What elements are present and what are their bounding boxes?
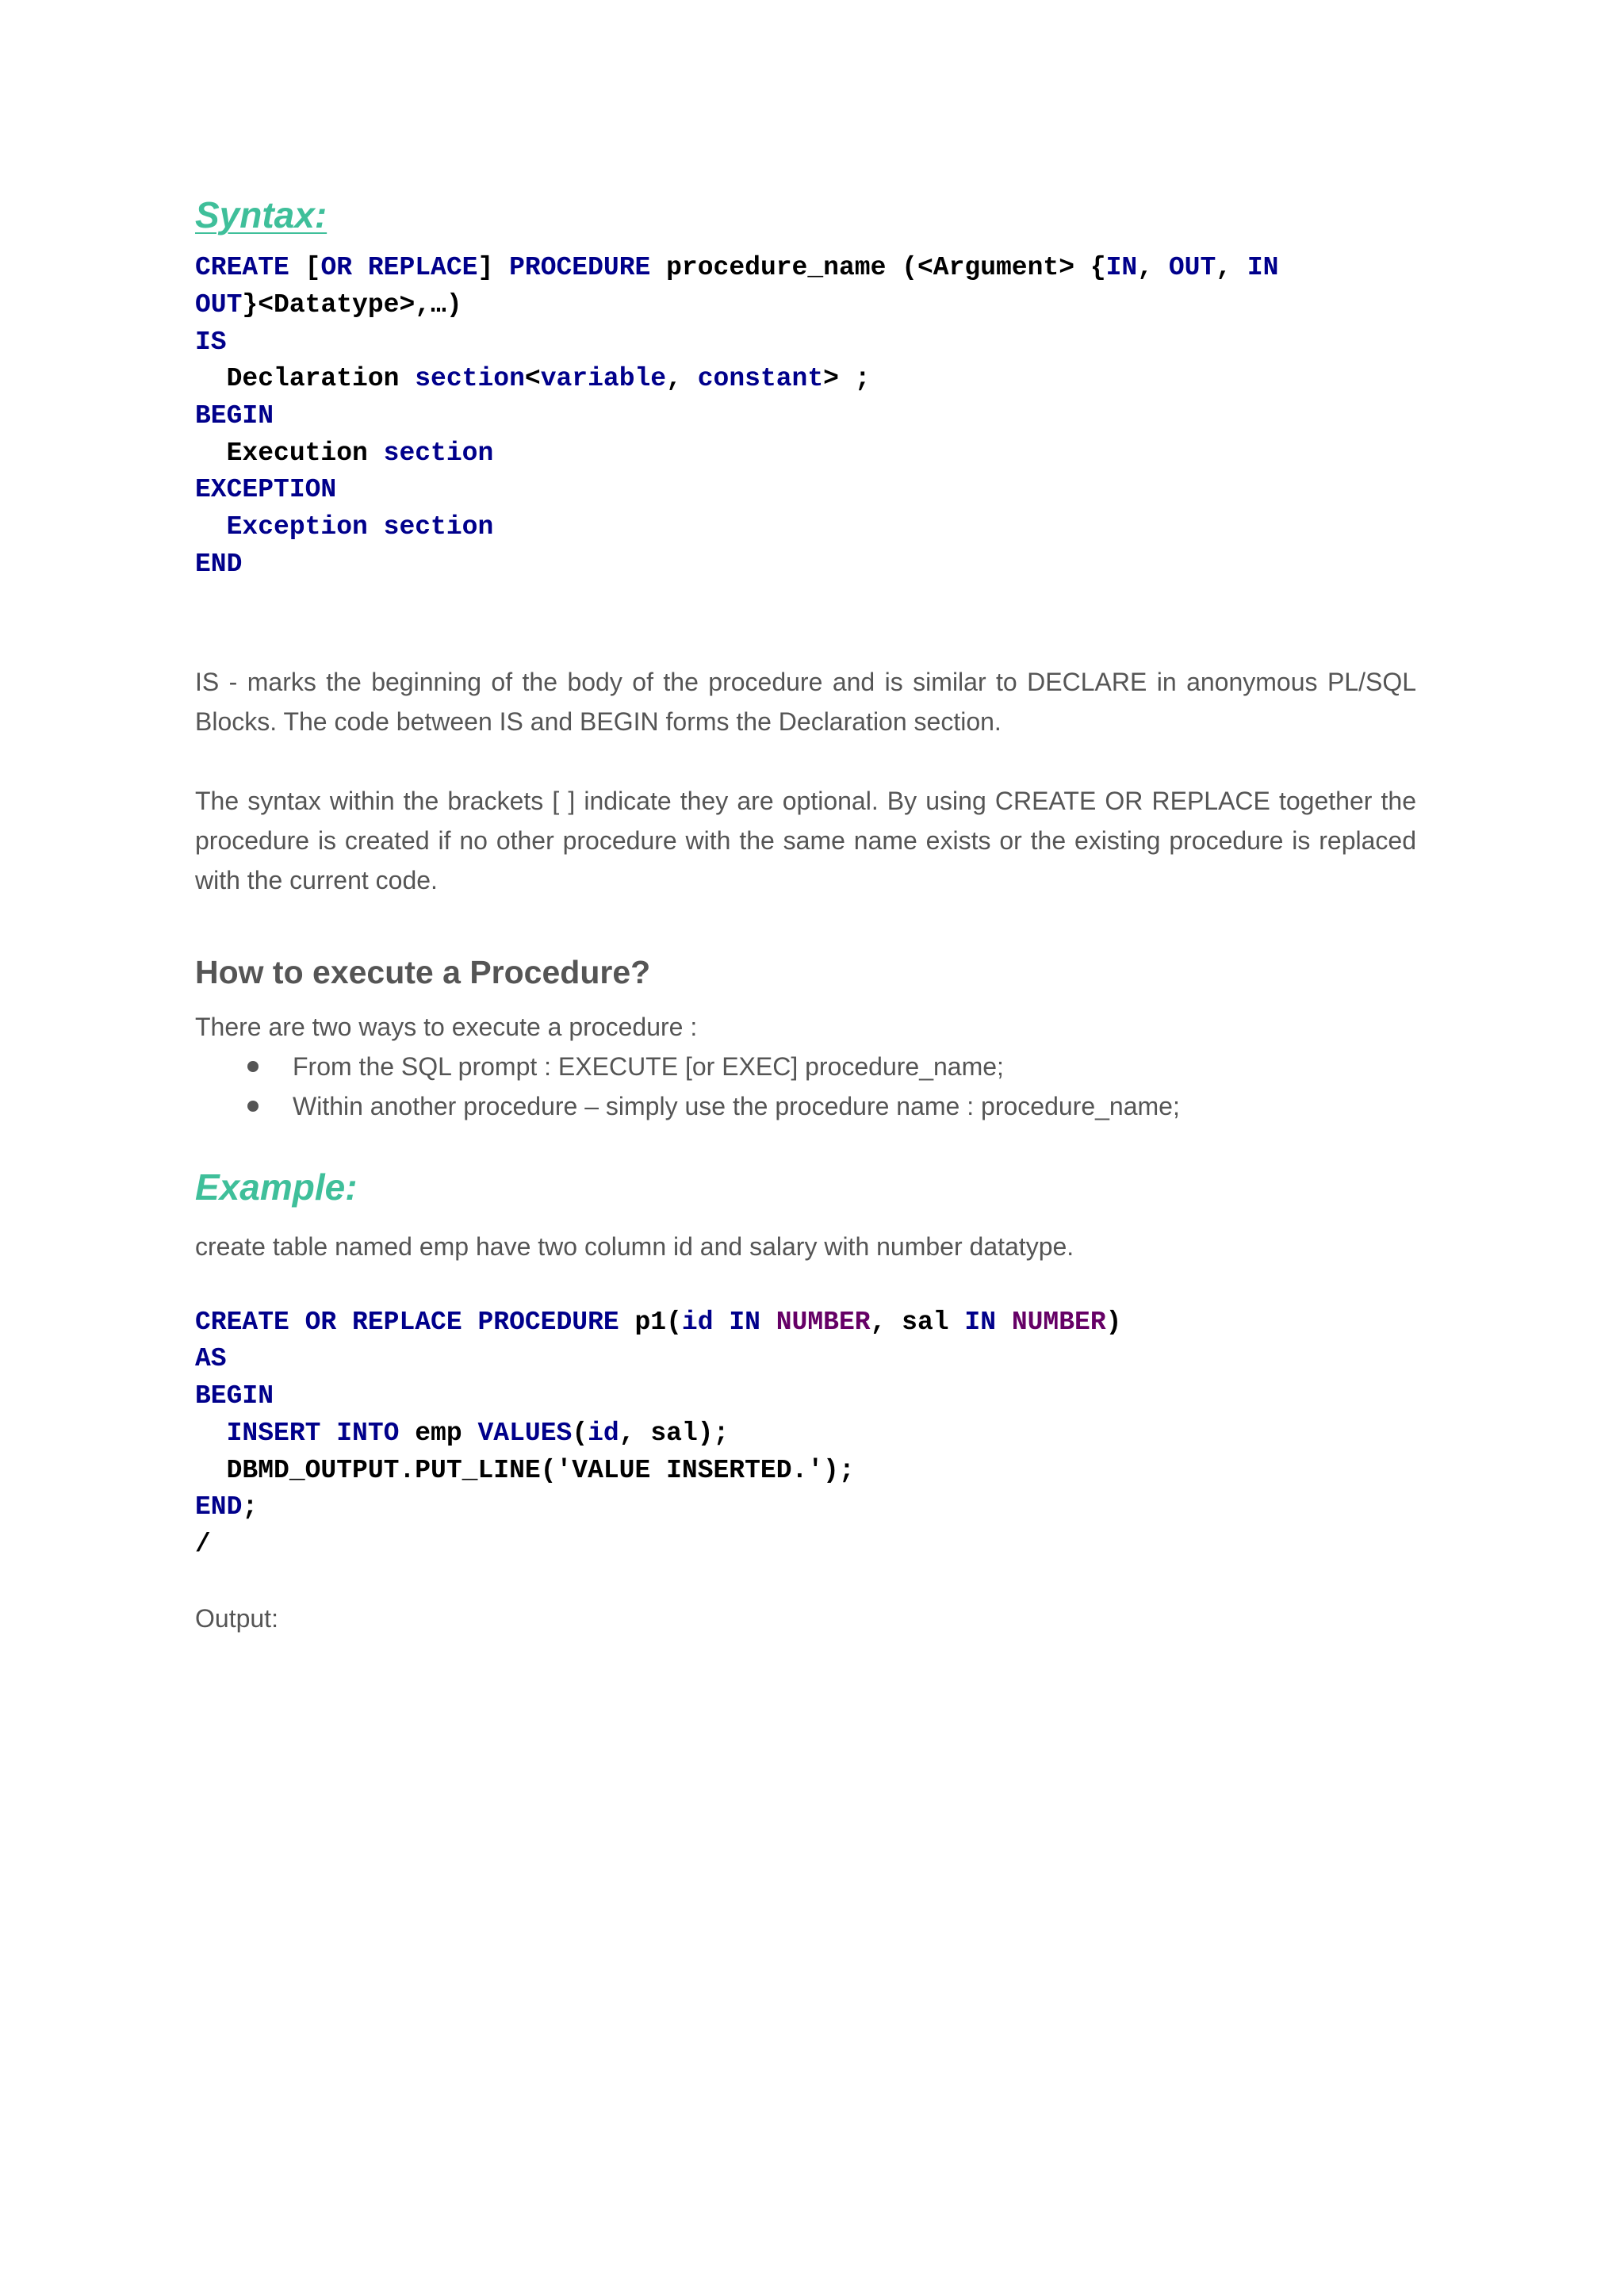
code-token: [ [289,253,321,283]
code-token: CREATE [195,253,289,283]
code-token: IN [1247,253,1279,283]
code-token: IS [195,327,227,357]
code-token: section [415,364,525,394]
code-token: id IN [681,1307,760,1337]
execute-intro: There are two ways to execute a procedure : [195,1012,698,1041]
code-token: , [1216,253,1247,283]
code-token: , sal [870,1307,965,1337]
code-line [195,287,1416,324]
code-token: VALUES [477,1418,573,1448]
syntax-code-block [195,250,1416,583]
code-line [195,546,1416,584]
code-token: / [195,1529,211,1559]
code-line [195,250,1416,287]
code-token: variable [540,364,667,394]
brackets-description-paragraph: The syntax within the brackets [ ] indicate they are optional. By using CREATE OR REPLACE together the procedure is created if no other procedure with the same name exists or the existing procedure is replaced with the current code. [195,786,1416,894]
code-token: Declaration [195,364,416,394]
bullet-icon [247,1061,259,1072]
code-line [195,1304,1416,1342]
execute-methods-list [195,1047,1416,1126]
code-line [195,361,1416,398]
code-line [195,398,1416,435]
code-token: IN [964,1307,997,1337]
code-line [195,509,1416,546]
code-token: section [383,438,494,468]
code-token: , [1137,253,1169,283]
code-token: OR REPLACE [320,253,478,283]
code-token: INSERT INTO [226,1418,400,1448]
code-token: DBMD_OUTPUT.PUT_LINE('VALUE INSERTED.'); [195,1455,855,1485]
code-token: }<Datatype>,…) [242,289,462,320]
code-token [195,1419,227,1448]
list-item-text: Within another procedure – simply use the procedure name : procedure_name; [293,1091,1180,1120]
code-token: AS [195,1344,227,1374]
code-token: ) [1105,1307,1122,1337]
code-line [195,1453,1416,1490]
code-line [195,1489,1416,1526]
code-line [195,324,1416,362]
code-token: id [588,1418,619,1448]
is-description-paragraph: IS - marks the beginning of the body of the procedure and is similar to DECLARE in anonymous PL/SQL Blocks. The code between IS and BEGIN forms the Declaration section. [195,667,1416,736]
code-token: emp [399,1418,478,1448]
example-heading: Example: [195,1166,358,1208]
list-item [195,1086,1416,1126]
bullet-icon [247,1101,259,1112]
code-token [760,1308,776,1337]
execute-heading: How to execute a Procedure? [195,953,651,990]
list-item [195,1047,1416,1086]
code-token: Execution [195,438,384,468]
output-label: Output: [195,1603,278,1633]
page-content [195,190,1416,1638]
code-token: EXCEPTION [195,475,337,505]
list-item-text: From the SQL prompt : EXECUTE [or EXEC] procedure_name; [293,1051,1004,1081]
code-token: ] [477,253,510,283]
code-token: END [195,549,243,579]
code-token: OUT [195,289,243,320]
code-token: CREATE OR REPLACE PROCEDURE [195,1307,619,1337]
code-line [195,1341,1416,1378]
code-token: < [524,364,541,394]
code-token: NUMBER [1011,1307,1106,1337]
code-token: , [666,364,698,394]
code-line [195,472,1416,509]
code-token: NUMBER [776,1307,871,1337]
code-token: OUT [1168,253,1216,283]
code-token: IN [1105,253,1138,283]
code-line [195,1526,1416,1564]
code-token: constant [697,364,824,394]
code-token: ; [242,1492,259,1522]
example-code-block [195,1304,1416,1564]
example-description: create table named emp have two column id and salary with number datatype. [195,1231,1074,1261]
code-token: BEGIN [195,401,274,431]
syntax-heading: Syntax: [195,194,327,236]
code-token: p1( [619,1307,682,1337]
code-token: ( [572,1418,588,1448]
code-token: PROCEDURE [509,253,651,283]
code-line [195,435,1416,473]
code-token: END [195,1492,243,1522]
code-token: , sal); [619,1418,730,1448]
code-line [195,1378,1416,1415]
code-token [996,1308,1012,1337]
code-token: > ; [823,364,871,394]
code-token: BEGIN [195,1381,274,1411]
code-token: procedure_name (<Argument> { [650,253,1106,283]
code-line [195,1415,1416,1453]
code-token: Exception section [195,512,494,542]
